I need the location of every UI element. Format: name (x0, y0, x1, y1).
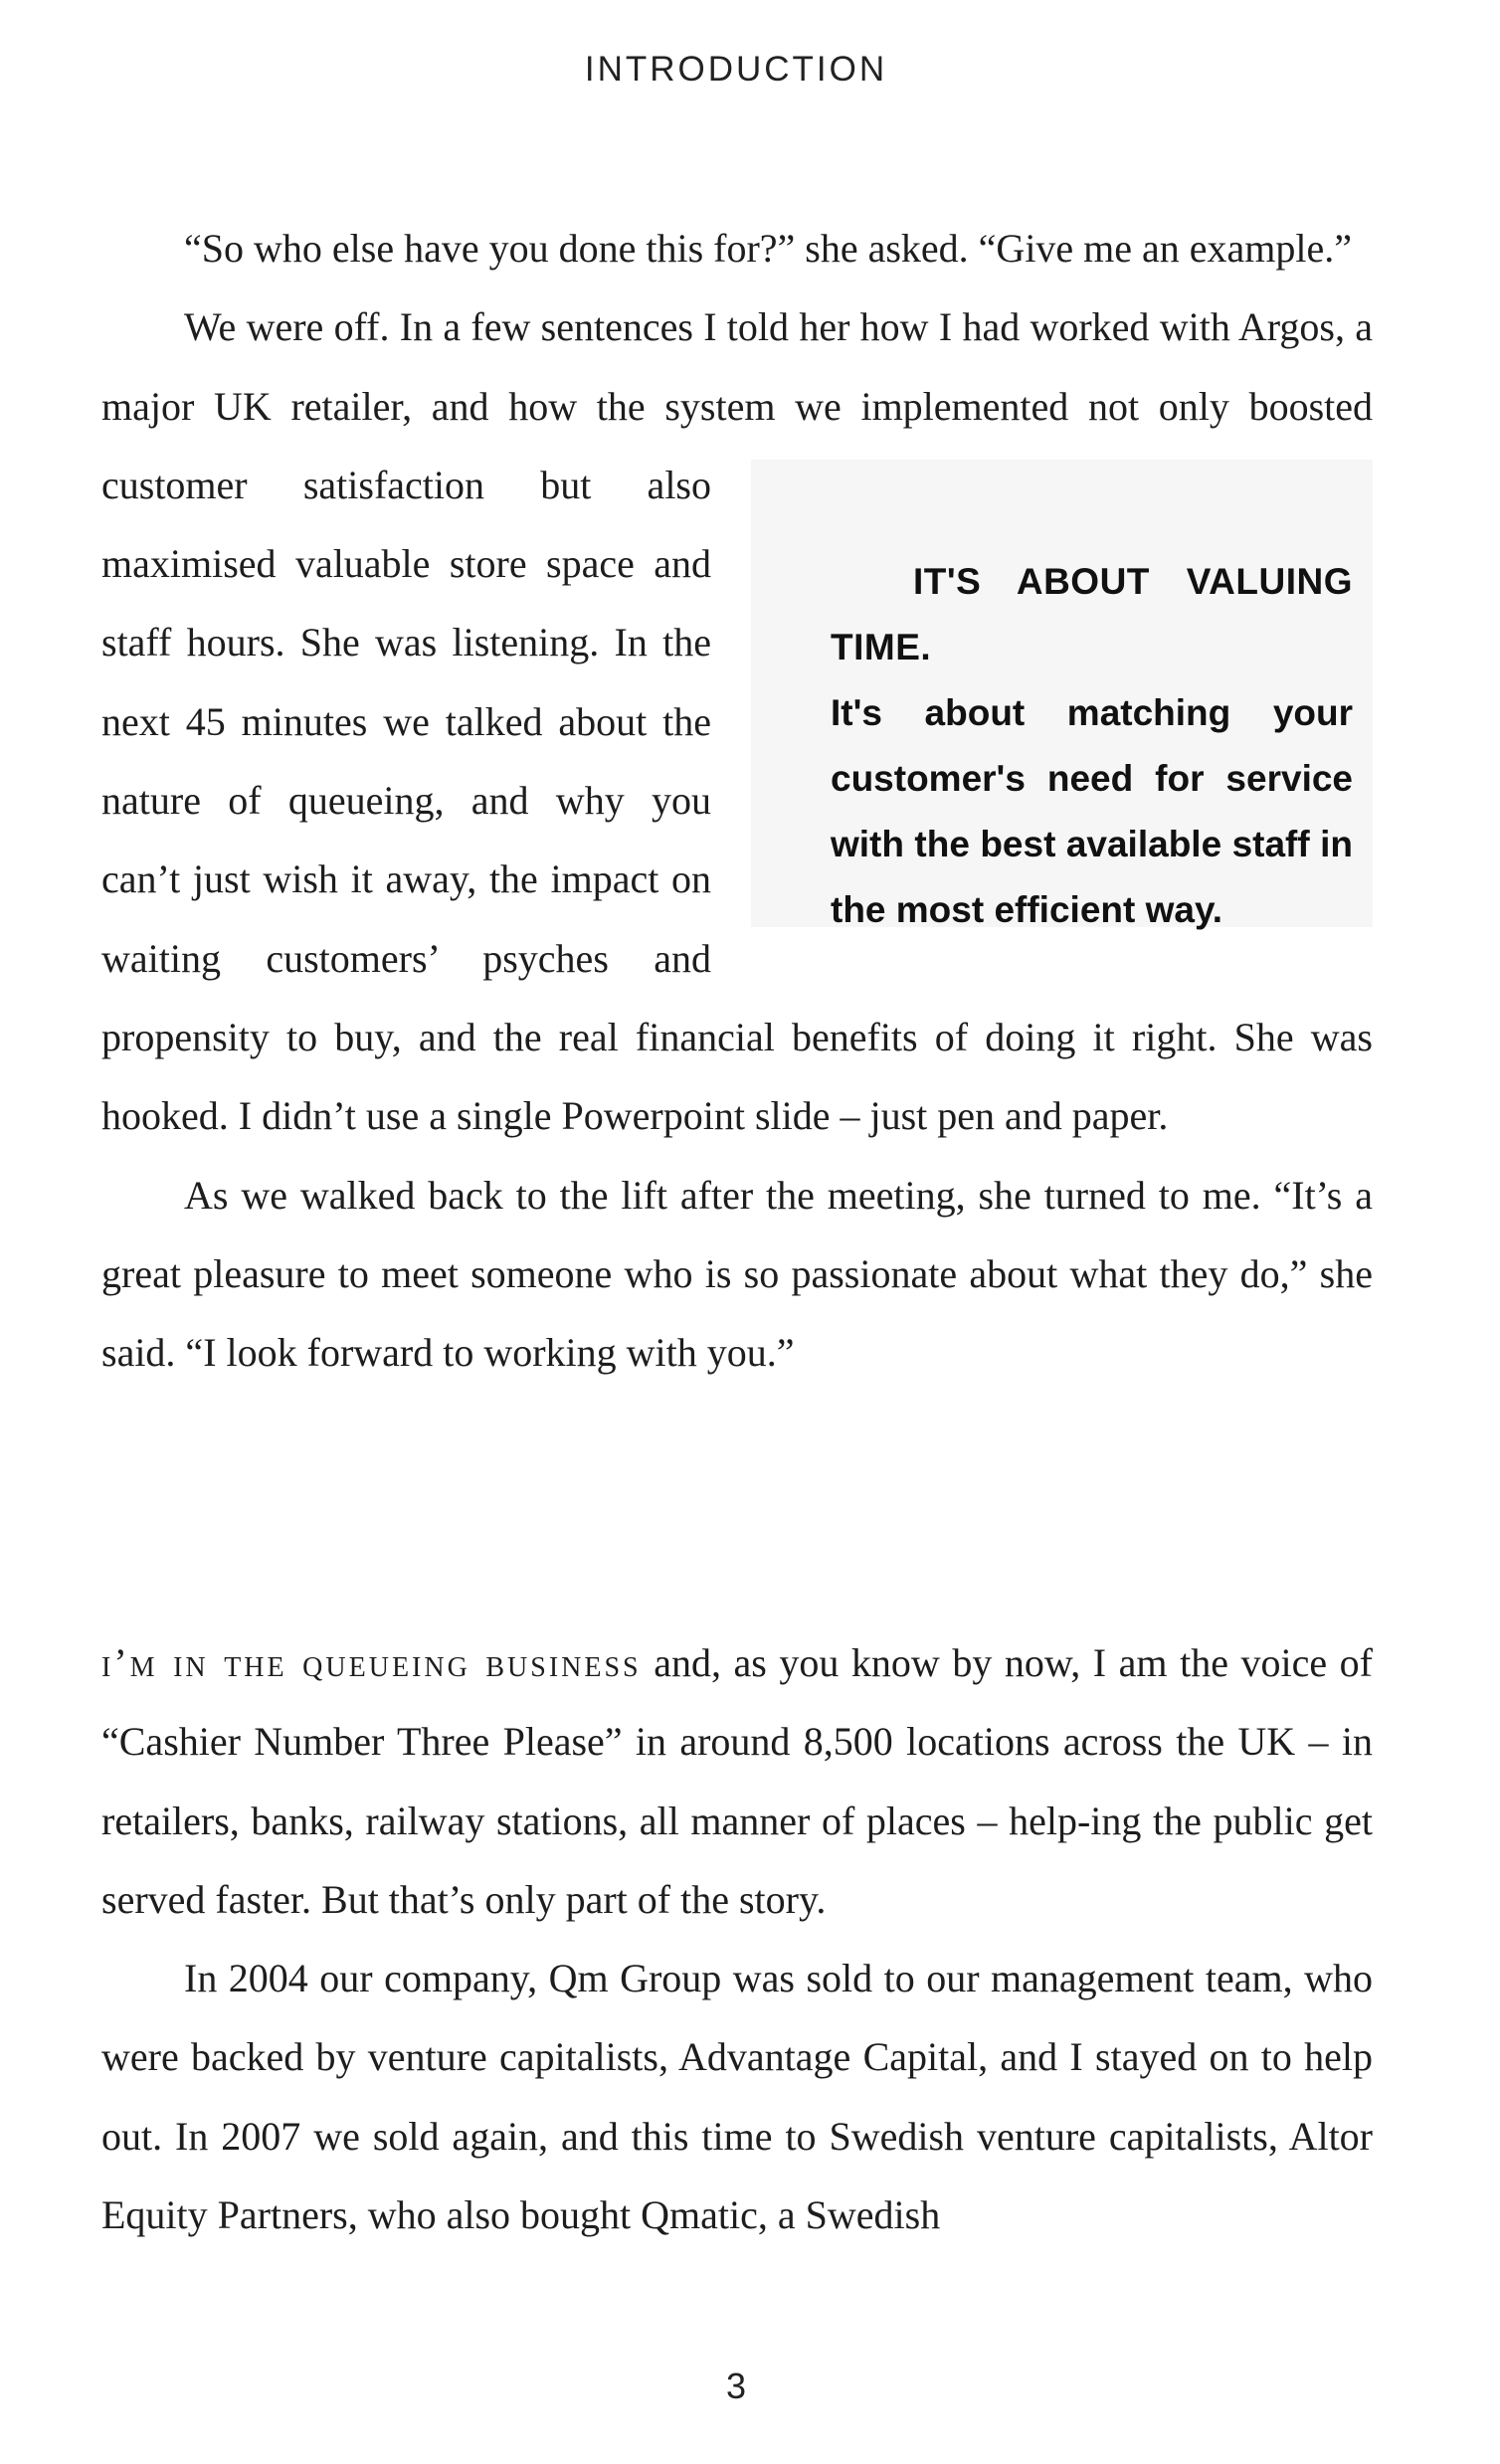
paragraph-queueing-business (101, 1623, 1373, 1939)
paragraph-queueing-business-text: and, as you know by now, I am the voice of “Cashier Number Three Please” in around 8,500 locations across the UK – in retailers, banks, railway stations, all manner of places – help-ing the public get served faster. But that’s only part of the story. (101, 1640, 1373, 1922)
paragraph-argos-text (101, 304, 1373, 1138)
page-number: 3 (725, 2366, 747, 2406)
smallcaps-opener: i’m in the queueing business (101, 1640, 642, 1685)
pull-quote-body: It's about matching your customer's need for service with the best available staff in the most efficient way. (831, 691, 1353, 930)
paragraph-argos (101, 287, 1373, 1155)
paragraph-question: “So who else have you done this for?” she asked. “Give me an example.” (184, 226, 1353, 271)
section-one (101, 209, 1373, 1392)
pull-quote-lead: IT'S ABOUT VALUING TIME. (831, 560, 1353, 667)
paragraph-lift: As we walked back to the lift after the meeting, she turned to me. “It’s a great pleasure to meet someone who is so passionate about what they do,” she said. “I look forward to working with you.” (101, 1172, 1373, 1376)
running-head: INTRODUCTION (584, 50, 888, 89)
paragraph-company-history: In 2004 our company, Qm Group was sold to our management team, who were backed by venture capitalists, Advantage Capital, and I stayed on to help out. In 2007 we sold again, and this time to Swedish venture capitalists, Altor Equity Partners, who also bought Qmatic, a Swedish (101, 1956, 1373, 2238)
section-two (101, 1623, 1373, 2254)
paragraph-argos-text-part1: We were off. In a few sentences I told her how I had worked with Argos, a major UK retailer, and how the system we implemented not only (101, 304, 1373, 429)
paragraph-argos-text-part2: boosted customer satisfaction but also maximised valuable store space and staff hours. She was listening. In the next 45 minutes we talked about the nature of queueing, and why you can’t just wish it away, the impact on waiting customers’ psyches and propensity to buy, and the real financial benefits of doing it right. She was hooked. I didn’t use a single Powerpoint slide – just pen and paper. (101, 383, 1373, 1139)
pull-quote (751, 460, 1373, 930)
